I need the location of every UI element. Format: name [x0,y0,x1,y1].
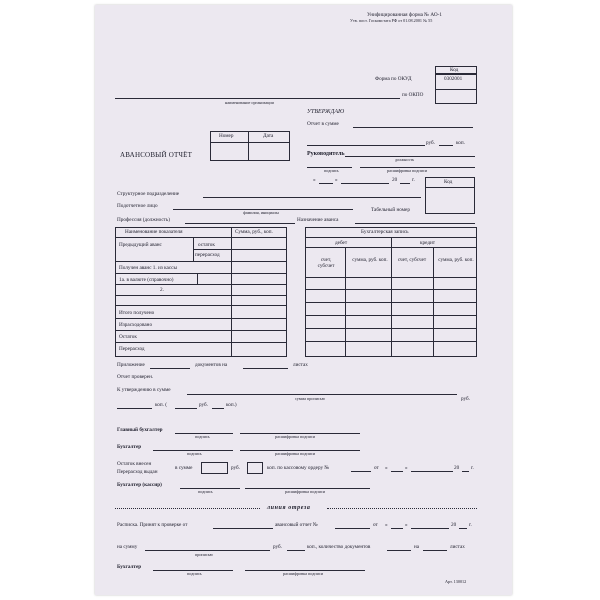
rub-digits-line[interactable] [175,408,197,409]
date-header: Дата [263,133,274,139]
tabel-label: Табельный номер [371,207,410,213]
credit-header: кредит [420,240,436,246]
receipt-month-line[interactable] [411,528,449,529]
advance-table-h2: Сумма, руб., коп. [235,229,273,235]
receipt-g-label: г. [469,522,472,528]
report-number-line[interactable] [335,528,370,529]
sheets-label: листах [293,362,308,368]
year-line[interactable] [400,183,410,184]
total-received-label: Итого получено [119,310,155,316]
rub-label: руб. [426,140,435,146]
remainder-kop-box[interactable] [247,462,263,474]
kop-line[interactable] [439,145,453,146]
approval-heading: УТВЕРЖДАЮ [307,109,345,115]
document-title: АВАНСОВЫЙ ОТЧЁТ [120,151,193,159]
remainder-label: остаток [198,242,215,248]
from-label: от [374,465,379,471]
kod2-label: Код [444,179,453,185]
profession-label: Профессия (должность) [117,217,171,223]
remainder-deposited-label: Остаток внесен [117,461,152,467]
cashier-decoding-caption: расшифровка подписи [285,489,325,494]
number-header: Номер [219,133,234,139]
documents-count-label: коп., количество документов [307,544,371,550]
receipt-decoding-caption: расшифровка подписи [283,571,323,576]
cut-line-left [115,508,260,509]
organization-caption: наименование организации [225,100,274,105]
approval-sum-line[interactable] [187,394,457,395]
accountable-person-label: Подотчетное лицо [117,203,158,209]
cash-order-number-line[interactable] [351,471,371,472]
overspend2-label: Перерасход [119,346,145,352]
cashier-label: Бухгалтер (кассир) [117,482,162,488]
kop-digits-line[interactable] [212,408,224,409]
overspend-issued-label: Перерасход выдан [117,469,158,475]
in-sum-label: в сумме [175,465,193,471]
rub-label-lower: руб. [461,396,470,402]
okud-value: 0302001 [444,76,463,82]
receipt-quote-close: » [405,522,408,528]
receipt-label: Расписка. Принят к проверке от [117,522,188,528]
subdivision-line[interactable] [203,197,421,198]
accounting-title: Бухгалтерская запись [361,229,409,235]
receipt-quote-open: « [385,522,388,528]
spent-label: Израсходовано [119,322,153,328]
remainder-rub-label: руб. [231,465,240,471]
cut-line-label: линия отреза [267,505,311,511]
accountant-signature-caption: подпись [187,451,202,456]
chief-accountant-label: Главный бухгалтер [117,427,163,433]
decoding-caption: расшифровка подписи [387,168,427,173]
kod-label: Код [450,67,459,73]
receipt-kop-line[interactable] [287,550,305,551]
purpose-line[interactable] [355,223,475,224]
g-label-lower: г. [471,465,474,471]
quote-open-lower: « [385,465,388,471]
report-sum-line[interactable] [353,127,473,128]
documents-on-label: документов на [195,362,228,368]
debit-account-header: счет, субсчет [317,257,335,270]
kop-label: коп. [456,140,465,146]
credit-sum-header: сумма, руб. коп. [438,257,474,263]
date-month-line[interactable] [341,183,389,184]
receipt-year-label: 20 [451,522,457,528]
currency-label: 1a. в валюте (справочно) [119,277,174,283]
approved-line: Утв. пост. Госкомстата РФ от 01.08.2001 № 55 [350,18,433,23]
form-sheet [95,5,512,595]
attachment-count-line[interactable] [150,368,190,369]
okpo-label: по ОКПО [402,92,424,98]
date-day-line[interactable] [319,183,333,184]
sum-in-words-caption: сумма прописью [295,396,325,401]
accountant-decoding-caption: расшифровка подписи [275,451,315,456]
fio-caption: фамилия, инициалы [243,210,279,215]
receipt-from-line[interactable] [213,528,273,529]
overspend-label: перерасход [195,252,220,258]
receipt-signature-caption: подпись [187,571,202,576]
position-caption: должность [395,157,415,162]
advance-table-h1: Наименование показателя [125,229,183,235]
amount-label: на сумму [117,544,138,550]
receipt-sheets-line[interactable] [423,550,447,551]
kop-amount-line[interactable] [117,408,152,409]
date-quote-open: « [313,177,316,183]
report-sum-label: Отчет в сумме [307,121,339,127]
report-sum-line2[interactable] [307,145,425,146]
profession-line[interactable] [185,223,295,224]
amount-words-line[interactable] [145,550,270,551]
organization-line [115,98,400,99]
receipt-sheets-label: листах [450,544,465,550]
purpose-label: Назначение аванса [297,217,339,223]
cash-order-day-line[interactable] [391,471,403,472]
receipt-accountant-label: Бухгалтер [117,564,142,570]
kop-close-label: коп.) [226,402,237,408]
receipt-on-label: на [414,544,420,550]
receipt-rub-label: руб. [273,544,282,550]
cash-order-month-line[interactable] [411,471,453,472]
advance-report-no-label: авансовый отчет № [275,522,318,528]
credit-account-header: счет, субсчет [397,257,427,263]
director-label: Руководитель [307,151,345,157]
year-label-lower: 20 [454,465,460,471]
cash-order-label: коп. по кассовому ордеру № [267,465,330,471]
remainder2-label: Остаток [119,334,137,340]
subdivision-label: Структурное подразделение [117,191,180,197]
article-number: Арт. 130012 [445,579,467,584]
prev-advance-label: Предыдущий аванс [119,242,162,248]
chief-signature-caption: подпись [195,434,210,439]
approval-sum-label: К утверждению в сумме [117,387,171,393]
sheets-count-line[interactable] [243,368,288,369]
receipt-year-line[interactable] [459,528,467,529]
debit-header: дебет [335,240,348,246]
signature-caption: подпись [324,168,339,173]
year-label: 20 [392,177,398,183]
chief-decoding-caption: расшифровка подписи [275,434,315,439]
g-label: г. [412,177,415,183]
receipt-from2-label: от [373,522,378,528]
accountant-label: Бухгалтер [117,444,142,450]
receipt-day-line[interactable] [391,528,403,529]
kop-open-label: коп. ( [155,402,167,408]
form-line: Унифицированная форма № АО-1 [367,12,442,18]
cash-order-year-line[interactable] [462,471,469,472]
in-words-caption: прописью [195,552,213,557]
rub-digits-label: руб. [199,402,208,408]
remainder-rub-box[interactable] [201,462,228,474]
cashier-signature-caption: подпись [198,489,213,494]
received-cash-label: Получен аванс 1. из кассы [119,265,177,271]
report-checked-label: Отчет проверен. [117,374,154,380]
quote-close-lower: » [405,465,408,471]
debit-sum-header: сумма, руб. коп. [352,257,388,263]
documents-count-line[interactable] [387,550,411,551]
okud-label: Форма по ОКУД [375,76,412,82]
date-quote-close: » [335,177,338,183]
attachment-label: Приложение [117,362,145,368]
row-two-label: 2. [160,287,164,293]
cut-line-right [327,508,477,509]
